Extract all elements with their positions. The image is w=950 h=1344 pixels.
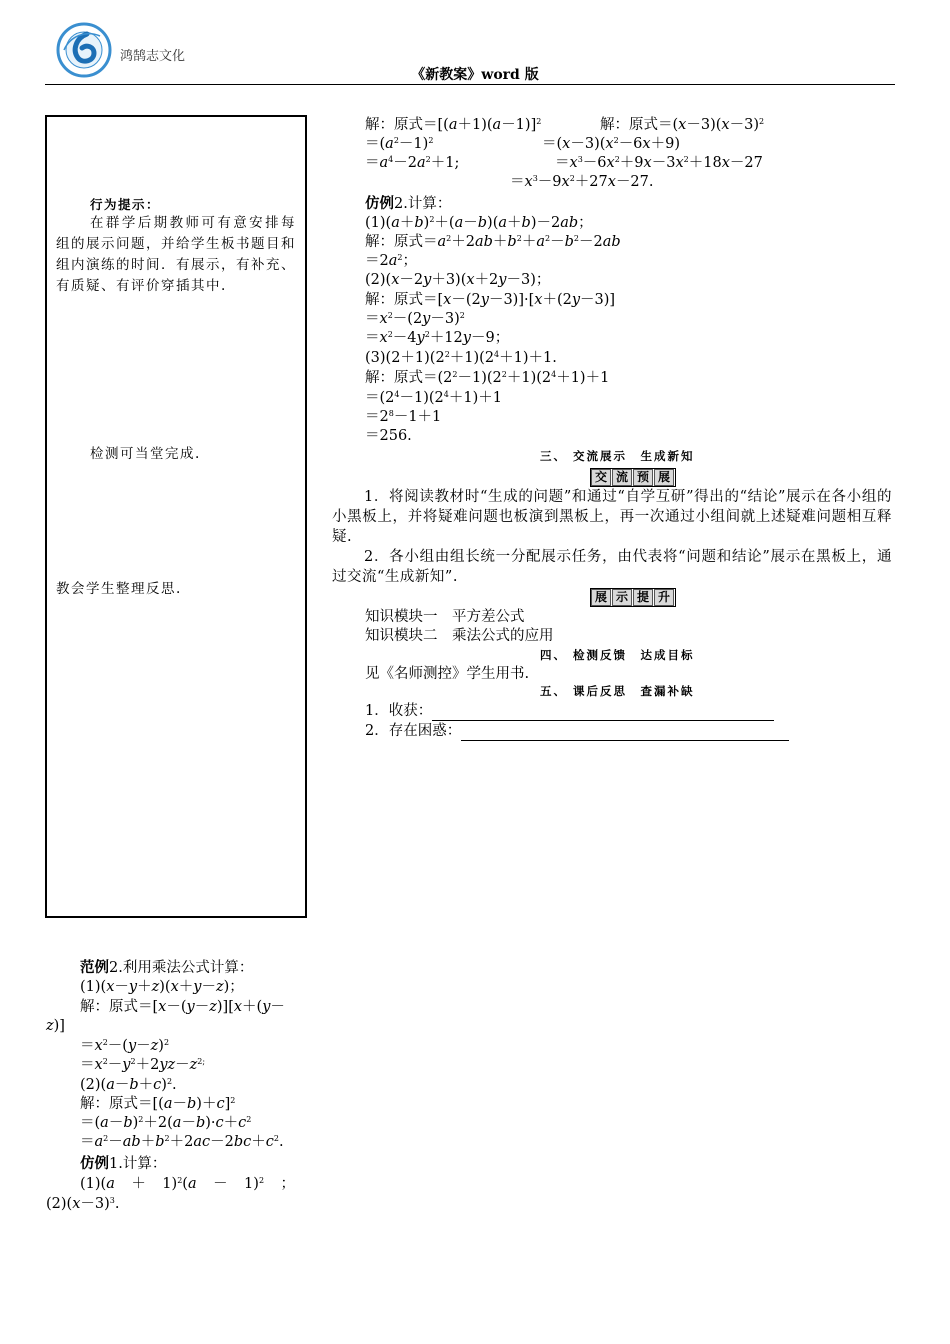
math-line: $(1)(a+b)^2+(a-b)(a+b)-2ab$； [365,215,593,231]
example-label: 仿例 [365,195,394,212]
knowledge-module-1: 知识模块一 平方差公式 [365,609,525,625]
math-line: ＝256. [365,428,412,444]
reference-book: 见《名师测控》学生用书. [365,666,530,682]
math-line: $=2a^2$； [365,253,417,269]
math-line: $=x^2-4y^2+12y-9$； [365,330,510,346]
stamp-char: 展 [654,469,674,486]
example-text: 2.利用乘法公式计算： [109,960,254,976]
doubt-line [365,722,789,741]
math-line: $=2^8-1+1$ [365,409,442,425]
logo-text: 鸿鹄志文化 [120,49,186,64]
hint-title: 行为提示： [90,197,161,212]
stamp-char: 展 [591,589,611,606]
gain-label: 1．收获： [365,703,433,719]
math-line: 解：原式$=[(a-b)+c]^2$ [80,1096,236,1112]
hint-body: 在群学后期教师可有意安排每组的展示问题，并给学生板书题目和组内演练的时间．有展示，有补充、有质疑、有评价穿插其中. [56,215,296,294]
math-line: (2)(x－2y＋3)(x＋2y－3)； [365,272,551,288]
stamp-char: 预 [633,469,653,486]
example-label: 范例 [80,959,109,976]
math-line: $=(a^2-1)^2$ [365,136,434,152]
math-line: $=a^2-ab+b^2+2ac-2bc+c^2$. [80,1134,284,1150]
stamp-char: 示 [612,589,632,606]
reflect-note: 教会学生整理反思. [56,581,182,597]
math-line: $=x^3-6x^2+9x-3x^2+18x-27$ [555,155,763,171]
header-divider [45,84,895,85]
math-line: 解：原式$=(2^2-1)(2^2+1)(2^4+1)+1$ [365,370,610,386]
math-line: $=x^2-(2y-3)^2$ [365,311,465,327]
stamp-char: 提 [633,589,653,606]
stamp-char: 流 [612,469,632,486]
stamp-show-improve [590,588,676,607]
math-line: 解：原式＝[x－(2y－3)]·[x＋(2y－3)] [365,292,616,308]
math-line: 解：原式$=(x-3)(x-3)^2$ [600,117,765,133]
math-line: 解：原式$=[(a+1)(a-1)]^2$ [365,117,542,133]
check-note: 检测可当堂完成. [90,446,201,462]
stamp-char: 升 [654,589,674,606]
math-line: $(2)(x-3)^3$. [46,1196,120,1212]
paragraph-2: 2．各小组由组长统一分配展示任务，由代表将“问题和结论”展示在黑板上，通过交流“生成新知”. [332,549,892,585]
stamp-char: 交 [591,469,611,486]
math-line: $(3)(2+1)(2^2+1)(2^4+1)+1$. [365,350,557,366]
math-line: z)] [46,1018,65,1034]
math-line: $=x^2-y^2+2yz-z^{2;}$ [80,1057,206,1073]
gain-line [365,702,774,721]
math-line: 解：原式$=a^2+2ab+b^2+a^2-b^2-2ab$ [365,234,621,250]
math-line: $=x^3-9x^2+27x-27$. [510,174,654,190]
example-text: 1.计算： [109,1156,167,1172]
section-heading-5: 五、 课后反思 查漏补缺 [540,684,695,698]
math-line: $=x^2-(y-z)^2$ [80,1038,170,1054]
math-line: $=a^4-2a^2+1$; [365,155,460,171]
math-line: $(2)(a-b+c)^2$. [80,1077,177,1093]
math-line: (1)(a ＋ 1)$^2$(a － 1)$^2$ ； [80,1176,295,1192]
example-heading [365,194,451,214]
math-line: $=(x-3)(x^2-6x+9)$ [542,136,680,152]
paragraph-1: 1．将阅读教材时“生成的问题”和通过“自学互研”得出的“结论”展示在各小组的小黑板上，并将疑难问题也板演到黑板上，再一次通过小组间就上述疑难问题相互释疑. [332,489,892,545]
math-line: $=(2^4-1)(2^4+1)+1$ [365,390,502,406]
example-text: 2.计算： [394,196,452,212]
doubt-label: 2．存在困惑： [365,723,462,739]
math-line: (1)(x－y＋z)(x＋y－z)； [80,979,244,995]
doubt-blank[interactable] [461,726,789,741]
knowledge-module-2: 知识模块二 乘法公式的应用 [365,628,554,644]
example-label: 仿例 [80,1155,109,1172]
math-line: $=(a-b)^2+2(a-b)\cdot c+c^2$ [80,1115,252,1131]
example-heading [80,958,253,978]
example-heading [80,1154,166,1174]
math-line: 解：原式＝[x－(y－z)][x＋(y－ [80,999,285,1015]
section-heading-3: 三、 交流展示 生成新知 [540,449,695,463]
stamp-exchange-preview [590,468,676,487]
gain-blank[interactable] [432,706,774,721]
document-title: 《新教案》word 版 [411,67,539,83]
section-heading-4: 四、 检测反馈 达成目标 [540,648,695,662]
